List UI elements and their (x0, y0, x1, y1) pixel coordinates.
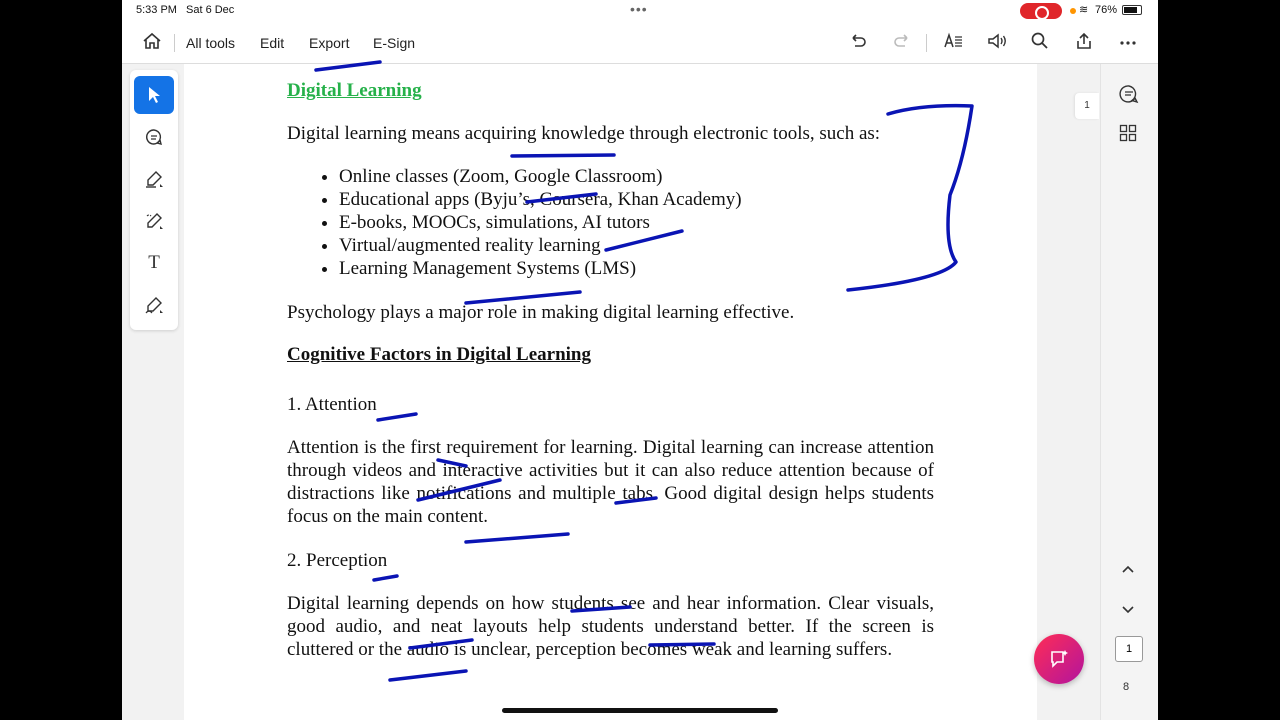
list-item: • Online classes (Zoom, Google Classroom) (339, 165, 742, 188)
list-item: • E-books, MOOCs, simulations, AI tutors (339, 211, 742, 234)
share-icon[interactable] (1074, 31, 1094, 56)
list-item: • Educational apps (Byju’s, Coursera, Khan Academy) (339, 188, 742, 211)
read-aloud-icon[interactable] (986, 31, 1008, 56)
page-indicator-tab[interactable]: 1 (1075, 93, 1099, 119)
current-page-input[interactable]: 1 (1115, 636, 1143, 662)
redo-icon[interactable] (892, 31, 912, 56)
thumbnails-icon[interactable] (1119, 124, 1137, 147)
chevron-down-icon[interactable] (1119, 600, 1137, 623)
section-attention-title: 1. Attention (287, 394, 377, 415)
highlight-tool-icon[interactable] (134, 160, 174, 198)
undo-icon[interactable] (848, 31, 868, 56)
ai-assistant-button[interactable] (1034, 634, 1084, 684)
status-time: 5:33 PM (136, 4, 177, 16)
comment-tool-icon[interactable] (134, 118, 174, 156)
all-tools-button[interactable]: All tools (186, 35, 236, 51)
multitask-dots-icon[interactable]: ••• (630, 1, 648, 17)
list-item: • Virtual/augmented reality learning (339, 234, 742, 257)
psychology-paragraph: Psychology plays a major role in making digital learning effective. (287, 302, 795, 323)
text-tool-icon[interactable]: T (148, 252, 160, 273)
section-perception-body: Digital learning depends on how students see and hear information. Clear visuals, good audio, and neat layouts help students understand better. If the screen is cluttered or the audio is unclear, perception becomes weak and learning suffers. (287, 593, 934, 660)
app-toolbar (122, 22, 1158, 64)
read-mode-icon[interactable] (942, 31, 964, 56)
section-attention-body: Attention is the first requirement for learning. Digital learning can increase attention through videos and interactive activities but it can also reduce attention because of distractions like notifications and multiple tabs. Good digital design helps students focus on the main content. (287, 437, 934, 527)
mic-indicator-icon (1070, 8, 1076, 14)
quick-tools-panel (130, 70, 178, 330)
list-item: • Learning Management Systems (LMS) (339, 257, 742, 280)
battery-icon (1122, 5, 1142, 15)
status-date: Sat 6 Dec (186, 4, 235, 16)
select-tool-icon[interactable] (134, 76, 174, 114)
home-indicator[interactable] (502, 708, 778, 713)
export-button[interactable]: Export (309, 35, 350, 51)
home-icon[interactable] (142, 31, 162, 56)
esign-button[interactable]: E-Sign (373, 35, 416, 51)
edit-button[interactable]: Edit (260, 35, 285, 51)
ai-chat-icon (1048, 648, 1070, 670)
status-bar (122, 0, 1158, 22)
toolbar-divider (926, 34, 927, 52)
toolbar-divider (174, 34, 175, 52)
chevron-up-icon[interactable] (1119, 561, 1137, 584)
comments-panel-icon[interactable] (1119, 84, 1139, 109)
pdf-page[interactable] (184, 64, 1037, 720)
right-panel (1084, 64, 1158, 720)
search-icon[interactable] (1030, 31, 1050, 56)
heading-cognitive-factors: Cognitive Factors in Digital Learning (287, 344, 591, 365)
total-pages: 8 (1123, 681, 1130, 693)
heading-digital-learning: Digital Learning (287, 80, 422, 101)
intro-paragraph: Digital learning means acquiring knowledge through electronic tools, such as: (287, 123, 881, 144)
wifi-icon: ≋ (1079, 4, 1089, 16)
screen (122, 0, 1158, 720)
battery-percent: 76% (1095, 4, 1118, 16)
screen-recording-icon[interactable] (1020, 3, 1062, 19)
draw-tool-icon[interactable] (134, 202, 174, 240)
more-icon[interactable] (1118, 33, 1138, 58)
tools-list (287, 165, 742, 280)
section-perception-title: 2. Perception (287, 550, 388, 571)
sign-tool-icon[interactable] (134, 286, 174, 324)
